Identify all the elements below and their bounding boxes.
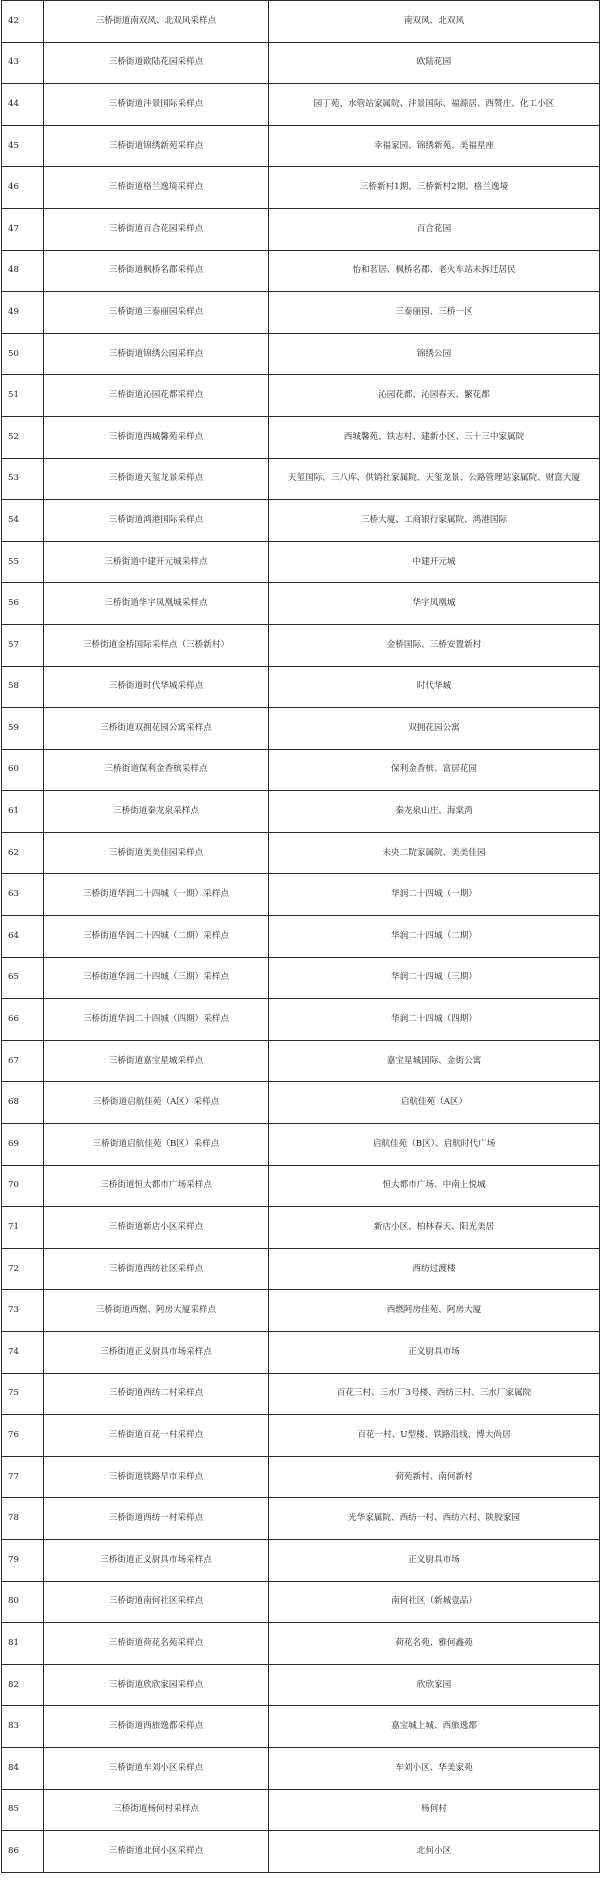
covered-area: 锦绣公园 bbox=[269, 333, 600, 375]
row-number: 68 bbox=[2, 1082, 44, 1124]
covered-area: 双拥花园公寓 bbox=[269, 708, 600, 750]
row-number: 57 bbox=[2, 624, 44, 666]
covered-area: 金桥国际、三桥安置新村 bbox=[269, 624, 600, 666]
covered-area: 光华家属院、西纺一村、西纺六村、陕胶家园 bbox=[269, 1498, 600, 1540]
table-row bbox=[2, 1456, 600, 1498]
covered-area: 园丁苑、水管站家属院、沣景国际、福源居、西赞庄、化工小区 bbox=[269, 84, 600, 126]
row-number: 59 bbox=[2, 708, 44, 750]
row-number: 42 bbox=[2, 1, 44, 43]
covered-area: 欣欣家园 bbox=[269, 1664, 600, 1706]
covered-area: 恒大都市广场、中南上悦城 bbox=[269, 1165, 600, 1207]
sampling-point-name: 三桥街道锦绣公园采样点 bbox=[44, 333, 269, 375]
row-number: 82 bbox=[2, 1664, 44, 1706]
row-number: 63 bbox=[2, 874, 44, 916]
row-number: 49 bbox=[2, 292, 44, 334]
sampling-point-name: 三桥街道嘉宝星城采样点 bbox=[44, 1040, 269, 1082]
sampling-point-name: 三桥街道西城馨苑采样点 bbox=[44, 416, 269, 458]
sampling-point-name: 三桥街道华润二十四城（二期）采样点 bbox=[44, 916, 269, 958]
row-number: 81 bbox=[2, 1623, 44, 1665]
sampling-point-name: 三桥街道华润二十四城（一期）采样点 bbox=[44, 874, 269, 916]
table-row bbox=[2, 1539, 600, 1581]
row-number: 85 bbox=[2, 1789, 44, 1831]
row-number: 67 bbox=[2, 1040, 44, 1082]
sampling-point-name: 三桥街道金桥国际采样点（三桥新村） bbox=[44, 624, 269, 666]
table-row bbox=[2, 791, 600, 833]
row-number: 52 bbox=[2, 416, 44, 458]
sampling-point-name: 三桥街道启航佳苑（B区）采样点 bbox=[44, 1124, 269, 1166]
table-row bbox=[2, 832, 600, 874]
table-row bbox=[2, 1040, 600, 1082]
sampling-point-name: 三桥街道车刘小区采样点 bbox=[44, 1747, 269, 1789]
covered-area: 幸福家园、锦绣新苑、美福星座 bbox=[269, 125, 600, 167]
row-number: 53 bbox=[2, 458, 44, 500]
covered-area: 华润二十四城（一期） bbox=[269, 874, 600, 916]
row-number: 55 bbox=[2, 541, 44, 583]
table-row bbox=[2, 749, 600, 791]
table-row bbox=[2, 1789, 600, 1831]
sampling-point-name: 三桥街道北何小区采样点 bbox=[44, 1831, 269, 1873]
covered-area: 华润二十四城（二期） bbox=[269, 916, 600, 958]
covered-area: 嘉宝星城国际、金街公寓 bbox=[269, 1040, 600, 1082]
sampling-point-name: 三桥街道天玺龙景采样点 bbox=[44, 458, 269, 500]
covered-area: 启航佳苑（B区）、启航时代广场 bbox=[269, 1124, 600, 1166]
sampling-point-name: 三桥街道时代华城采样点 bbox=[44, 666, 269, 708]
sampling-point-name: 三桥街道西燃、阿房大厦采样点 bbox=[44, 1290, 269, 1332]
covered-area: 荷苑新村、南何新村 bbox=[269, 1456, 600, 1498]
row-number: 51 bbox=[2, 375, 44, 417]
sampling-point-name: 三桥街道铁路早市采样点 bbox=[44, 1456, 269, 1498]
row-number: 84 bbox=[2, 1747, 44, 1789]
table-row bbox=[2, 624, 600, 666]
row-number: 54 bbox=[2, 500, 44, 542]
covered-area: 华润二十四城（三期） bbox=[269, 957, 600, 999]
covered-area: 正义厨具市场 bbox=[269, 1539, 600, 1581]
table-row bbox=[2, 957, 600, 999]
row-number: 60 bbox=[2, 749, 44, 791]
row-number: 74 bbox=[2, 1332, 44, 1374]
table-row bbox=[2, 666, 600, 708]
sampling-point-name: 三桥街道百花一村采样点 bbox=[44, 1415, 269, 1457]
covered-area: 保利金香槟、富居花园 bbox=[269, 749, 600, 791]
sampling-point-name: 三桥街道秦龙泉采样点 bbox=[44, 791, 269, 833]
covered-area: 新店小区、柏林春天、阳光美居 bbox=[269, 1207, 600, 1249]
covered-area: 百合花园 bbox=[269, 208, 600, 250]
row-number: 72 bbox=[2, 1248, 44, 1290]
table-row bbox=[2, 708, 600, 750]
sampling-point-name: 三桥街道西纺社区采样点 bbox=[44, 1248, 269, 1290]
row-number: 47 bbox=[2, 208, 44, 250]
covered-area: 三桥大厦、工商银行家属院、鸿港国际 bbox=[269, 500, 600, 542]
table-row bbox=[2, 541, 600, 583]
covered-area: 西燃阿房佳苑、阿房大厦 bbox=[269, 1290, 600, 1332]
sampling-point-name: 三桥街道欣欣家园采样点 bbox=[44, 1664, 269, 1706]
sampling-point-name: 三桥街道西旅逸都采样点 bbox=[44, 1706, 269, 1748]
row-number: 62 bbox=[2, 832, 44, 874]
sampling-point-name: 三桥街道沁园花都采样点 bbox=[44, 375, 269, 417]
covered-area: 正义厨具市场 bbox=[269, 1332, 600, 1374]
covered-area: 南何社区（新城壹品） bbox=[269, 1581, 600, 1623]
table-row bbox=[2, 500, 600, 542]
table-row bbox=[2, 1248, 600, 1290]
covered-area: 百花一村、U型楼、铁路沿线、博大尚居 bbox=[269, 1415, 600, 1457]
table-row bbox=[2, 84, 600, 126]
sampling-point-name: 三桥街道荷花名苑采样点 bbox=[44, 1623, 269, 1665]
covered-area: 华润二十四城（四期） bbox=[269, 999, 600, 1041]
table-row bbox=[2, 1290, 600, 1332]
table-row bbox=[2, 1082, 600, 1124]
sampling-point-name: 三桥街道华润二十四城（四期）采样点 bbox=[44, 999, 269, 1041]
table-row bbox=[2, 1124, 600, 1166]
covered-area: 西纺过渡楼 bbox=[269, 1248, 600, 1290]
row-number: 77 bbox=[2, 1456, 44, 1498]
table-row bbox=[2, 1664, 600, 1706]
sampling-point-name: 三桥街道美美佳园采样点 bbox=[44, 832, 269, 874]
sampling-point-name: 三桥街道西纺二村采样点 bbox=[44, 1373, 269, 1415]
covered-area: 未央二院家属院、美美佳园 bbox=[269, 832, 600, 874]
sampling-point-name: 三桥街道保利金香槟采样点 bbox=[44, 749, 269, 791]
sampling-point-name: 三桥街道双拥花园公寓采样点 bbox=[44, 708, 269, 750]
row-number: 56 bbox=[2, 583, 44, 625]
row-number: 73 bbox=[2, 1290, 44, 1332]
sampling-point-name: 三桥街道百合花园采样点 bbox=[44, 208, 269, 250]
table-row bbox=[2, 1373, 600, 1415]
sampling-point-name: 三桥街道正义厨具市场采样点 bbox=[44, 1539, 269, 1581]
row-number: 46 bbox=[2, 167, 44, 209]
sampling-point-name: 三桥街道锦绣新苑采样点 bbox=[44, 125, 269, 167]
row-number: 66 bbox=[2, 999, 44, 1041]
table-row bbox=[2, 1831, 600, 1873]
table-row bbox=[2, 916, 600, 958]
table-row bbox=[2, 375, 600, 417]
table-row bbox=[2, 1, 600, 43]
table-row bbox=[2, 167, 600, 209]
row-number: 76 bbox=[2, 1415, 44, 1457]
covered-area: 百花三村、三水厂3号楼、西纺三村、三水厂家属院 bbox=[269, 1373, 600, 1415]
sampling-point-name: 三桥街道枫桥名郡采样点 bbox=[44, 250, 269, 292]
table-row bbox=[2, 1165, 600, 1207]
covered-area: 车刘小区、华美家苑 bbox=[269, 1747, 600, 1789]
covered-area: 时代华城 bbox=[269, 666, 600, 708]
covered-area: 天玺国际、三八库、供销社家属院、天玺龙景、公路管理站家属院、财富大厦 bbox=[269, 458, 600, 500]
covered-area: 沁园花都、沁园春天、繁花都 bbox=[269, 375, 600, 417]
table-body bbox=[2, 1, 600, 1873]
sampling-point-name: 三桥街道华宇凤凰城采样点 bbox=[44, 583, 269, 625]
sampling-point-name: 三桥街道欧陆花园采样点 bbox=[44, 42, 269, 84]
table-row bbox=[2, 42, 600, 84]
row-number: 65 bbox=[2, 957, 44, 999]
table-row bbox=[2, 333, 600, 375]
sampling-point-name: 三桥街道华润二十四城（三期）采样点 bbox=[44, 957, 269, 999]
covered-area: 西城馨苑、铁志村、建新小区、三十三中家属院 bbox=[269, 416, 600, 458]
covered-area: 华宇凤凰城 bbox=[269, 583, 600, 625]
covered-area: 三桥新村1期、三桥新村2期、格兰逸境 bbox=[269, 167, 600, 209]
row-number: 75 bbox=[2, 1373, 44, 1415]
sampling-point-name: 三桥街道南双风、北双风采样点 bbox=[44, 1, 269, 43]
sampling-point-name: 三桥街道新店小区采样点 bbox=[44, 1207, 269, 1249]
sampling-point-name: 三桥街道恒大都市广场采样点 bbox=[44, 1165, 269, 1207]
row-number: 78 bbox=[2, 1498, 44, 1540]
row-number: 45 bbox=[2, 125, 44, 167]
table-row bbox=[2, 1706, 600, 1748]
covered-area: 启航佳苑（A区） bbox=[269, 1082, 600, 1124]
sampling-point-name: 三桥街道沣景国际采样点 bbox=[44, 84, 269, 126]
table-row bbox=[2, 583, 600, 625]
table-row bbox=[2, 292, 600, 334]
row-number: 70 bbox=[2, 1165, 44, 1207]
covered-area: 荷花名苑、雅何鑫苑 bbox=[269, 1623, 600, 1665]
row-number: 69 bbox=[2, 1124, 44, 1166]
row-number: 61 bbox=[2, 791, 44, 833]
table-row bbox=[2, 1415, 600, 1457]
table-row bbox=[2, 999, 600, 1041]
covered-area: 三泰丽园、三桥一区 bbox=[269, 292, 600, 334]
row-number: 58 bbox=[2, 666, 44, 708]
row-number: 50 bbox=[2, 333, 44, 375]
sampling-point-name: 三桥街道西纺一村采样点 bbox=[44, 1498, 269, 1540]
covered-area: 北何小区 bbox=[269, 1831, 600, 1873]
sampling-point-name: 三桥街道南何社区采样点 bbox=[44, 1581, 269, 1623]
table-row bbox=[2, 250, 600, 292]
table-row bbox=[2, 1581, 600, 1623]
table-row bbox=[2, 1332, 600, 1374]
row-number: 48 bbox=[2, 250, 44, 292]
row-number: 44 bbox=[2, 84, 44, 126]
row-number: 86 bbox=[2, 1831, 44, 1873]
row-number: 71 bbox=[2, 1207, 44, 1249]
table-row bbox=[2, 416, 600, 458]
table-row bbox=[2, 1498, 600, 1540]
covered-area: 怡和茗居、枫桥名郡、老火车站未拆迁居民 bbox=[269, 250, 600, 292]
sampling-point-name: 三桥街道格兰逸境采样点 bbox=[44, 167, 269, 209]
table-row bbox=[2, 1207, 600, 1249]
covered-area: 中建开元城 bbox=[269, 541, 600, 583]
sampling-sites-table bbox=[1, 0, 600, 1873]
sampling-point-name: 三桥街道启航佳苑（A区）采样点 bbox=[44, 1082, 269, 1124]
row-number: 83 bbox=[2, 1706, 44, 1748]
covered-area: 南双风、北双风 bbox=[269, 1, 600, 43]
table-row bbox=[2, 208, 600, 250]
sampling-point-name: 三桥街道三泰丽园采样点 bbox=[44, 292, 269, 334]
covered-area: 欧陆花园 bbox=[269, 42, 600, 84]
covered-area: 秦龙泉山庄、海棠湾 bbox=[269, 791, 600, 833]
row-number: 80 bbox=[2, 1581, 44, 1623]
row-number: 64 bbox=[2, 916, 44, 958]
table-row bbox=[2, 874, 600, 916]
row-number: 43 bbox=[2, 42, 44, 84]
table-row bbox=[2, 458, 600, 500]
sampling-point-name: 三桥街道中建开元城采样点 bbox=[44, 541, 269, 583]
table-row bbox=[2, 125, 600, 167]
table-row bbox=[2, 1623, 600, 1665]
covered-area: 杨何村 bbox=[269, 1789, 600, 1831]
sampling-point-name: 三桥街道正义厨具市场采样点 bbox=[44, 1332, 269, 1374]
table-row bbox=[2, 1747, 600, 1789]
sampling-point-name: 三桥街道鸿港国际采样点 bbox=[44, 500, 269, 542]
covered-area: 嘉宝城上城、西旅逸都 bbox=[269, 1706, 600, 1748]
sampling-point-name: 三桥街道杨何村采样点 bbox=[44, 1789, 269, 1831]
row-number: 79 bbox=[2, 1539, 44, 1581]
